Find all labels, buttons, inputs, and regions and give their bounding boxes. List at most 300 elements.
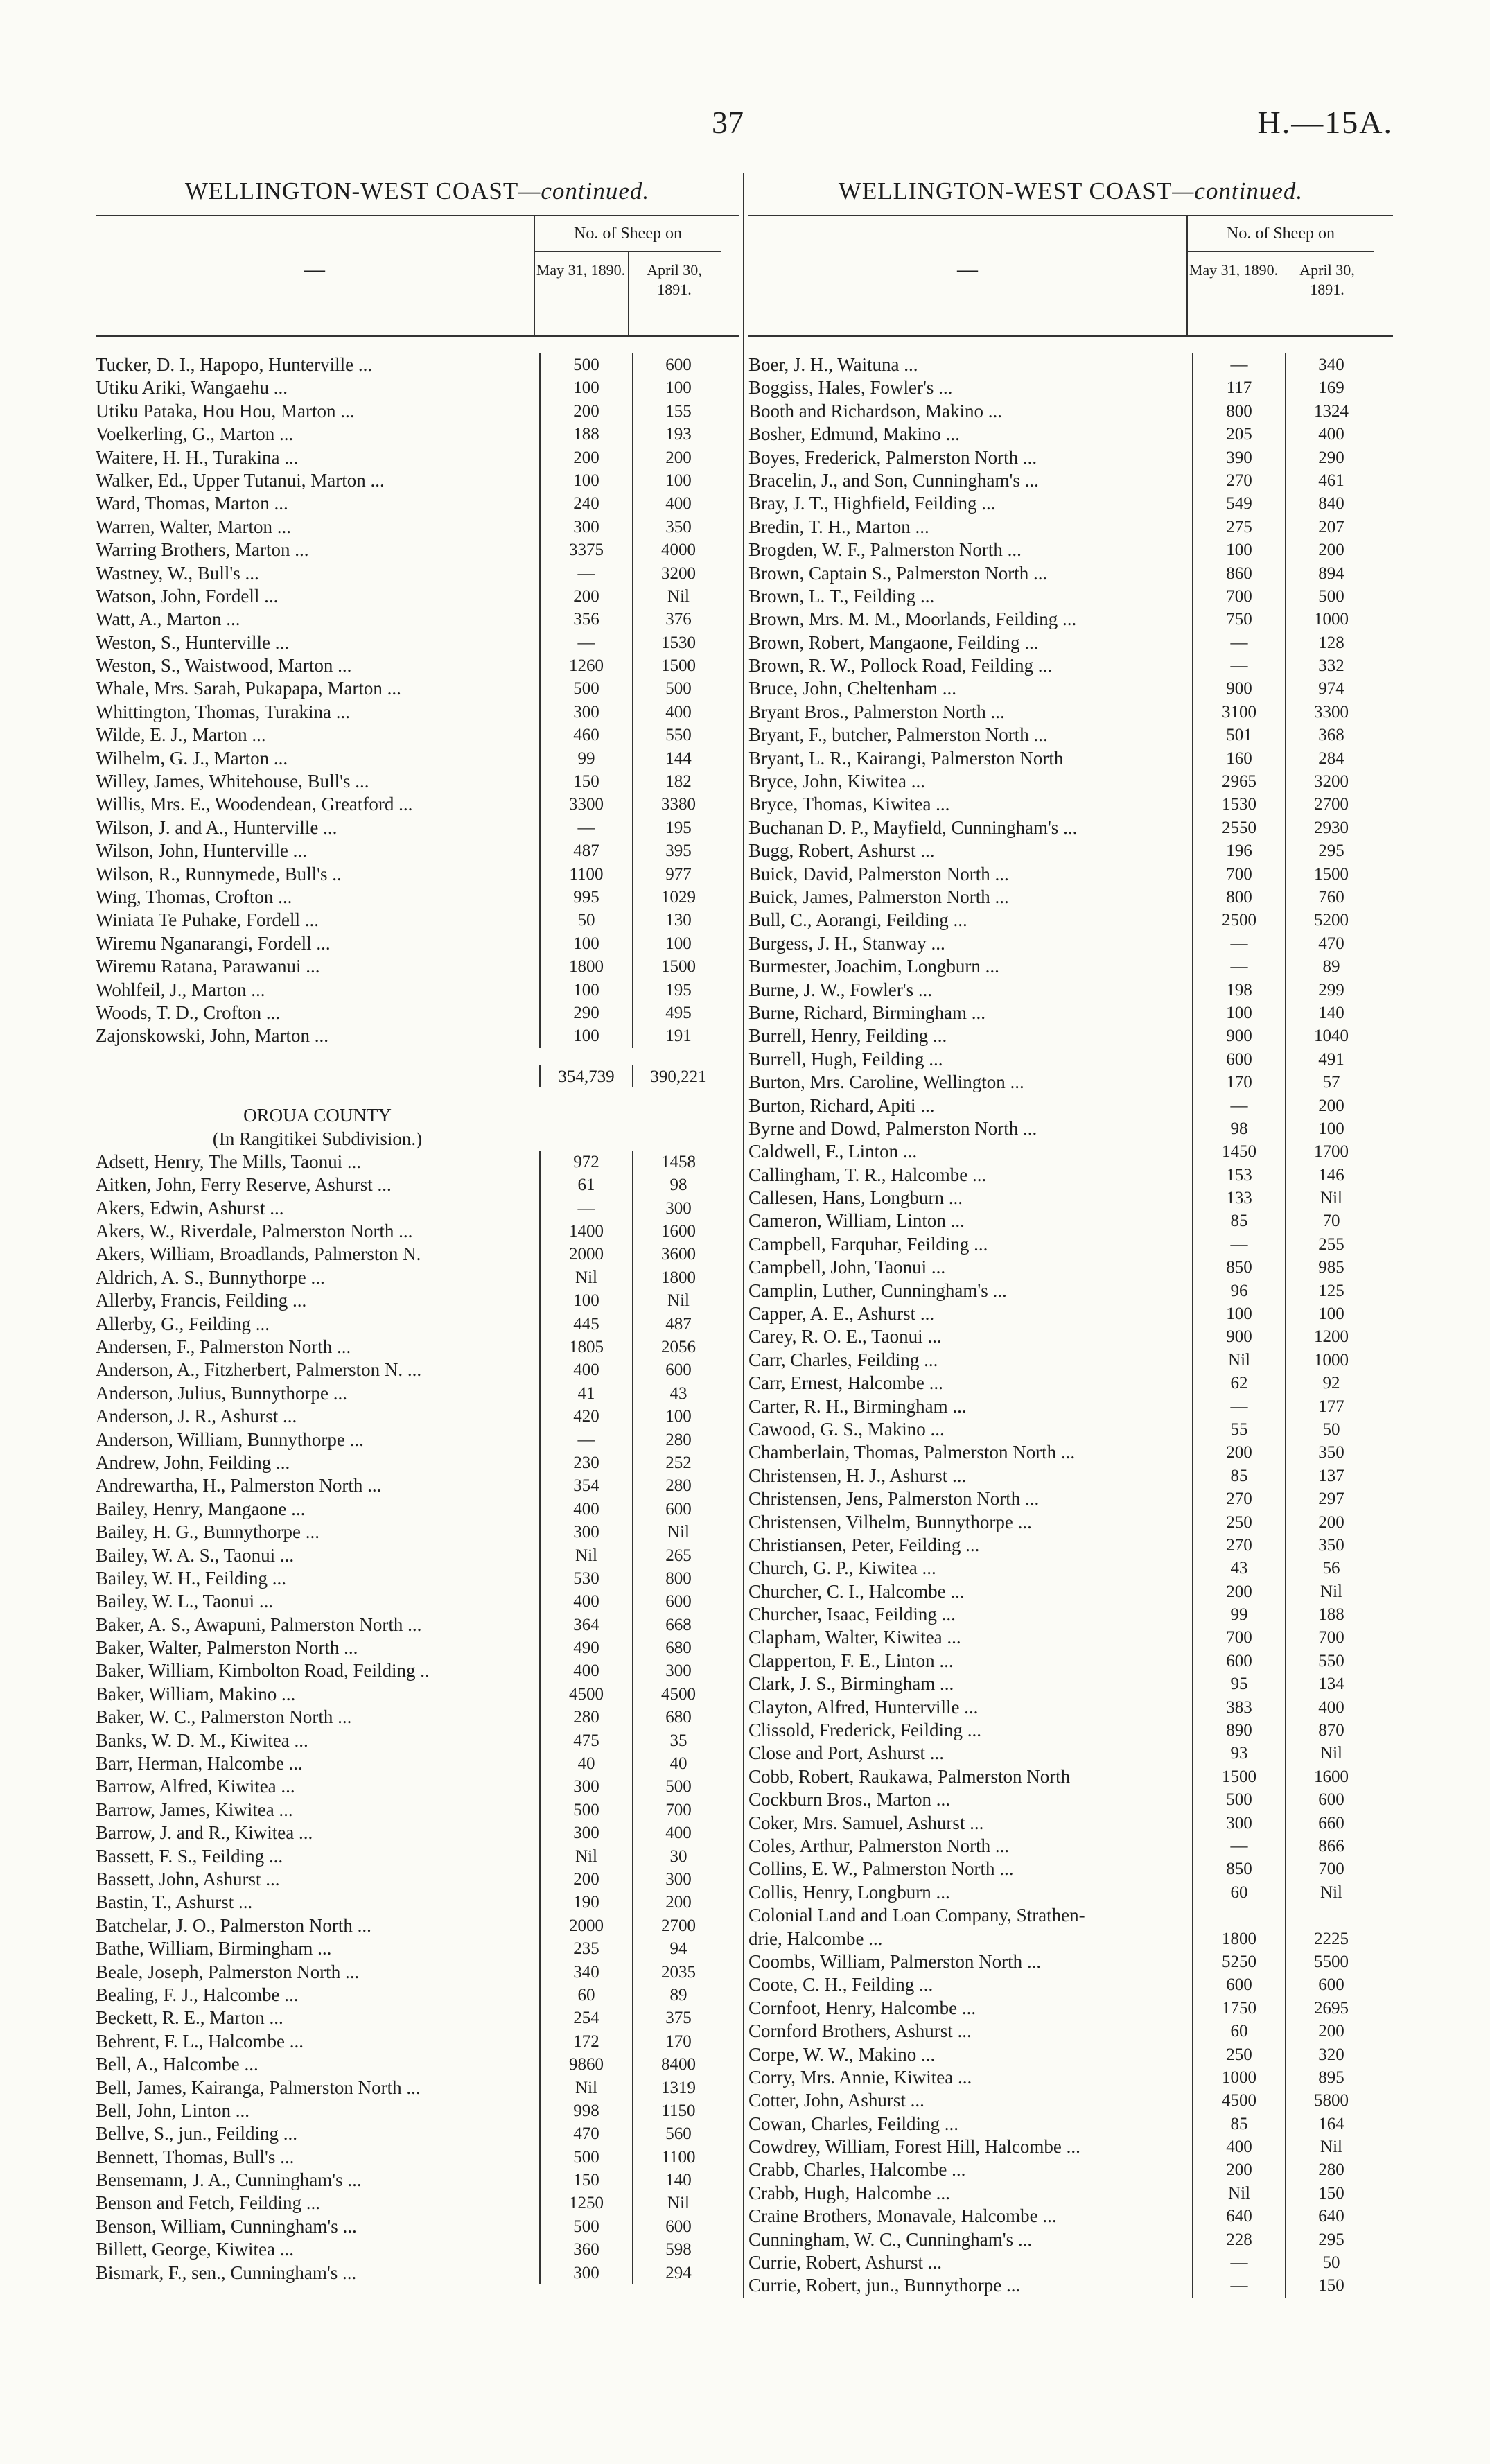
table-row [96, 446, 739, 469]
header-name-dash: — [304, 258, 325, 281]
sheep-count-1890: 188 [539, 423, 632, 446]
table-row [748, 1372, 1393, 1395]
sheep-count-1890: 100 [539, 1024, 632, 1047]
sheep-count-1890: 172 [539, 2030, 632, 2053]
sheep-count-1891: 495 [632, 1002, 724, 1024]
table-row [96, 2007, 739, 2029]
owner-name: Bastin, T., Ashurst ... [96, 1891, 253, 1913]
sheep-count-1890: 500 [539, 2215, 632, 2238]
sheep-count-1891: 4500 [632, 1683, 724, 1706]
table-row [748, 1557, 1393, 1580]
sheep-count-1891: Nil [1285, 1580, 1377, 1603]
sheep-count-1890: 230 [539, 1451, 632, 1474]
total-row [96, 1065, 739, 1087]
sheep-count-1891: 390,221 [632, 1065, 724, 1087]
sheep-count-1891: Nil [1285, 1187, 1377, 1209]
owner-name: Andrew, John, Feilding ... [96, 1451, 290, 1473]
sheep-count-1890: 198 [1192, 979, 1285, 1002]
sheep-count-1890: 200 [1192, 1580, 1285, 1603]
sheep-count-1890: 850 [1192, 1256, 1285, 1279]
table-row [96, 1729, 739, 1752]
owner-name: Cockburn Bros., Marton ... [748, 1789, 950, 1810]
sheep-count-1890: 470 [539, 2122, 632, 2145]
table-row [96, 1752, 739, 1775]
owner-name: Campbell, John, Taonui ... [748, 1257, 946, 1278]
owner-name: Baker, W. C., Palmerston North ... [96, 1706, 352, 1728]
sheep-count-1891: 1100 [632, 2146, 724, 2169]
owner-name: Cowdrey, William, Forest Hill, Halcombe ... [748, 2136, 1080, 2158]
table-row [748, 863, 1393, 886]
owner-name: Burton, Richard, Apiti ... [748, 1094, 935, 1116]
table-row [96, 2146, 739, 2169]
table-row [96, 1024, 739, 1047]
sheep-count-1890: 300 [539, 516, 632, 539]
table-row [748, 1928, 1393, 1950]
table-row [96, 1173, 739, 1196]
sheep-count-1891: 895 [1285, 2066, 1377, 2089]
table-row [96, 1197, 739, 1220]
sheep-count-1890: 530 [539, 1567, 632, 1590]
table-row [748, 376, 1393, 399]
table-row [748, 677, 1393, 700]
sheep-count-1891: 491 [1285, 1048, 1377, 1071]
sheep-count-1891: 1000 [1285, 1349, 1377, 1372]
table-row [96, 886, 739, 909]
sheep-count-1890: 501 [1192, 724, 1285, 746]
sheep-count-1891: 500 [632, 1775, 724, 1798]
sheep-count-1891: 182 [632, 770, 724, 793]
table-row [96, 539, 739, 561]
sheep-count-1891: 640 [1285, 2205, 1377, 2228]
sheep-count-1890: 85 [1192, 1465, 1285, 1487]
table-row [748, 1696, 1393, 1719]
owner-name: Burne, Richard, Birmingham ... [748, 1002, 985, 1023]
sheep-count-1890: 200 [1192, 2158, 1285, 2181]
owner-name: Bell, James, Kairanga, Palmerston North ... [96, 2077, 421, 2098]
owner-name: Burrell, Henry, Feilding ... [748, 1025, 947, 1047]
sheep-count-1891: 144 [632, 747, 724, 770]
sheep-count-1891: 128 [1285, 631, 1377, 654]
sheep-count-1890: — [1192, 631, 1285, 654]
table-row [748, 2135, 1393, 2158]
owner-name: Church, G. P., Kiwitea ... [748, 1557, 936, 1579]
sheep-count-1891: 600 [632, 2215, 724, 2238]
owner-name: Cunningham, W. C., Cunningham's ... [748, 2228, 1033, 2250]
sheep-count-1891: 265 [632, 1544, 724, 1567]
sheep-count-1891: 100 [632, 469, 724, 492]
owner-name: Utiku Ariki, Wangaehu ... [96, 377, 288, 399]
table-row [96, 1405, 739, 1428]
sheep-count-1891: 1000 [1285, 608, 1377, 631]
owner-name: Brown, R. W., Pollock Road, Feilding ... [748, 655, 1053, 676]
sheep-count-1890: 100 [539, 979, 632, 1002]
table-row [748, 1395, 1393, 1418]
sheep-count-1891: 200 [1285, 1511, 1377, 1534]
owner-name: Bismark, F., sen., Cunningham's ... [96, 2262, 357, 2283]
sheep-count-1891: 600 [632, 1498, 724, 1521]
sheep-count-1891: 100 [1285, 1117, 1377, 1140]
sheep-count-1891: 985 [1285, 1256, 1377, 1279]
table-row [96, 816, 739, 839]
sheep-count-1891: 700 [632, 1799, 724, 1821]
owner-name: Brown, Captain S., Palmerston North ... [748, 562, 1048, 584]
owner-name: Close and Port, Ashurst ... [748, 1742, 945, 1764]
sheep-count-1890: 850 [1192, 1858, 1285, 1880]
sheep-count-1891: 800 [632, 1567, 724, 1590]
owner-name: Wilson, J. and A., Hunterville ... [96, 816, 338, 838]
sheep-count-1891: 8400 [632, 2053, 724, 2076]
sheep-count-1891: 1600 [1285, 1765, 1377, 1788]
sheep-count-1891: 395 [632, 839, 724, 862]
owner-name: Benson and Fetch, Feilding ... [96, 2192, 320, 2214]
sheep-count-1890: 487 [539, 839, 632, 862]
owner-name: Akers, Edwin, Ashurst ... [96, 1197, 284, 1218]
owner-name: Weston, S., Hunterville ... [96, 631, 290, 653]
sheep-count-1891: 870 [1285, 1719, 1377, 1742]
table-row [96, 2053, 739, 2076]
owner-name: Watt, A., Marton ... [96, 609, 240, 630]
table-row [748, 562, 1393, 585]
sheep-count-1891: 40 [632, 1752, 724, 1775]
sheep-count-1890: 300 [539, 2262, 632, 2284]
owner-name: Boer, J. H., Waituna ... [748, 354, 918, 375]
owner-name: Camplin, Luther, Cunningham's ... [748, 1279, 1007, 1301]
sheep-count-1890: 2500 [1192, 909, 1285, 932]
table-row [96, 1266, 739, 1289]
header-col-1890: May 31, 1890. [536, 261, 626, 279]
sheep-count-1891: 600 [1285, 1973, 1377, 1996]
sheep-count-1891: 57 [1285, 1071, 1377, 1094]
table-row [96, 1614, 739, 1636]
sheep-count-1890: — [1192, 2274, 1285, 2297]
owner-name: Bailey, W. H., Feilding ... [96, 1567, 286, 1589]
owner-name: Bray, J. T., Highfield, Feilding ... [748, 493, 996, 514]
sheep-count-1890: 1250 [539, 2192, 632, 2214]
sheep-count-1890: — [539, 562, 632, 585]
sheep-count-1890: 99 [539, 747, 632, 770]
owner-name: Bugg, Robert, Ashurst ... [748, 840, 935, 862]
owner-name: Buchanan D. P., Mayfield, Cunningham's ... [748, 816, 1078, 838]
table-row [748, 1511, 1393, 1534]
table-row [96, 1845, 739, 1868]
sheep-count-1890: 98 [1192, 1117, 1285, 1140]
owner-name: Christensen, Jens, Palmerston North ... [748, 1488, 1040, 1510]
sheep-count-1890: 205 [1192, 423, 1285, 446]
sheep-count-1890: 200 [539, 585, 632, 608]
owner-name: Behrent, F. L., Halcombe ... [96, 2030, 304, 2052]
sheep-count-1890: 972 [539, 1151, 632, 1173]
sheep-count-1891: 50 [1285, 2251, 1377, 2274]
sheep-count-1890: 190 [539, 1891, 632, 1914]
table-row [748, 2228, 1393, 2251]
owner-name: Beale, Joseph, Palmerston North ... [96, 1961, 360, 1982]
sheep-count-1890: 400 [539, 1498, 632, 1521]
sheep-count-1891: 5800 [1285, 2089, 1377, 2112]
owner-name: Watson, John, Fordell ... [96, 585, 279, 606]
sheep-count-1891: Nil [632, 1521, 724, 1544]
sheep-count-1891: 255 [1285, 1233, 1377, 1256]
owner-name: Churcher, Isaac, Feilding ... [748, 1604, 956, 1625]
sheep-count-1891: 600 [632, 1358, 724, 1381]
sheep-count-1891: 50 [1285, 1418, 1377, 1441]
table-row [748, 747, 1393, 770]
section-heading-text: OROUA COUNTY [243, 1105, 392, 1126]
sheep-count-1890: 500 [539, 1799, 632, 1821]
table-row [96, 1799, 739, 1821]
sheep-count-1890: 1450 [1192, 1140, 1285, 1163]
owner-name: Aitken, John, Ferry Reserve, Ashurst ... [96, 1174, 392, 1196]
sheep-count-1890: — [1192, 353, 1285, 376]
table-row [96, 770, 739, 793]
header-name-dash: — [957, 258, 978, 281]
owner-name: Anderson, Julius, Bunnythorpe ... [96, 1382, 347, 1404]
sheep-count-1891: 2225 [1285, 1928, 1377, 1950]
sheep-count-1891: 350 [1285, 1441, 1377, 1464]
sheep-count-1890: 100 [539, 932, 632, 955]
table-row [96, 793, 739, 816]
owner-name: Bracelin, J., and Son, Cunningham's ... [748, 469, 1039, 491]
sheep-count-1890: 1500 [1192, 1765, 1285, 1788]
sheep-count-1891: 140 [632, 2169, 724, 2192]
sheep-count-1890: 95 [1192, 1672, 1285, 1695]
sheep-count-1891: 350 [632, 516, 724, 539]
sheep-count-1891: 1324 [1285, 400, 1377, 423]
column-title-text: WELLINGTON-WEST COAST [838, 177, 1173, 204]
sheep-count-1890: 354,739 [539, 1065, 632, 1087]
owner-name: Coote, C. H., Feilding ... [748, 1974, 934, 1995]
owner-name: Brogden, W. F., Palmerston North ... [748, 539, 1022, 561]
table-row [96, 1474, 739, 1497]
owner-name: Chamberlain, Thomas, Palmerston North ... [748, 1442, 1076, 1463]
sheep-count-1891: 400 [632, 1821, 724, 1844]
owner-name: Andrewartha, H., Palmerston North ... [96, 1475, 382, 1496]
sheep-count-1890: 150 [539, 770, 632, 793]
sheep-count-1891: 295 [1285, 839, 1377, 862]
sheep-count-1891 [1285, 1904, 1377, 1927]
table-row [748, 1835, 1393, 1858]
sheep-count-1890: 99 [1192, 1603, 1285, 1626]
table-row [96, 1683, 739, 1706]
owner-name: Beckett, R. E., Marton ... [96, 2007, 283, 2029]
table-row [96, 353, 739, 376]
owner-name: Coombs, William, Palmerston North ... [748, 1950, 1042, 1972]
owner-name: Burgess, J. H., Stanway ... [748, 932, 945, 954]
sheep-count-1890: 549 [1192, 492, 1285, 515]
sheep-count-1891: 2695 [1285, 1997, 1377, 2020]
table-row [748, 492, 1393, 515]
table-row [96, 2030, 739, 2053]
table-row [748, 1279, 1393, 1302]
sheep-count-1890: 500 [1192, 1788, 1285, 1811]
table-row [96, 1891, 739, 1914]
sheep-count-1891: 368 [1285, 724, 1377, 746]
sheep-count-1890: 340 [539, 1961, 632, 1984]
sheep-count-1891: 1150 [632, 2099, 724, 2122]
column-title-suffix: —continued. [1172, 177, 1304, 204]
sheep-count-1890: 60 [1192, 1881, 1285, 1904]
table-row [748, 516, 1393, 539]
table-row [96, 631, 739, 654]
sheep-count-1891: 98 [632, 1173, 724, 1196]
owner-name: Bassett, John, Ashurst ... [96, 1869, 280, 1889]
sheep-count-1891: 700 [1285, 1626, 1377, 1649]
sheep-count-1890: 200 [539, 1868, 632, 1891]
sheep-count-1891: 89 [632, 1984, 724, 2007]
owner-name: Baker, William, Makino ... [96, 1683, 296, 1704]
table-row [96, 1821, 739, 1844]
table-row [748, 1302, 1393, 1325]
sheep-count-1890: 93 [1192, 1742, 1285, 1765]
owner-name: Cobb, Robert, Raukawa, Palmerston North [748, 1765, 1071, 1787]
owner-name: Burrell, Hugh, Feilding ... [748, 1048, 943, 1069]
sheep-count-1890: 5250 [1192, 1950, 1285, 1973]
sheep-count-1891: 30 [632, 1845, 724, 1868]
spacer-row [96, 1087, 739, 1104]
owner-name: Adsett, Henry, The Mills, Taonui ... [96, 1151, 362, 1172]
owner-name: Bryant Bros., Palmerston North ... [748, 701, 1005, 722]
sheep-count-1891: 400 [1285, 1696, 1377, 1719]
sheep-count-1890: 100 [1192, 1002, 1285, 1024]
sheep-count-1890: 41 [539, 1382, 632, 1405]
sheep-count-1890: 240 [539, 492, 632, 515]
sheep-count-1891: 200 [1285, 1094, 1377, 1117]
sheep-count-1890: 400 [539, 1358, 632, 1381]
sheep-count-1890: 100 [539, 469, 632, 492]
sheep-count-1891: Nil [632, 585, 724, 608]
sheep-count-1891: 134 [1285, 1672, 1377, 1695]
table-row [96, 2215, 739, 2238]
sheep-count-1890: 228 [1192, 2228, 1285, 2251]
sheep-count-1891: 146 [1285, 1164, 1377, 1187]
sheep-count-1890: 300 [539, 1821, 632, 1844]
owner-name: Winiata Te Puhake, Fordell ... [96, 909, 319, 931]
table-row [96, 492, 739, 515]
sheep-count-1891: 350 [1285, 1534, 1377, 1557]
table-row [748, 446, 1393, 469]
owner-name: Clapham, Walter, Kiwitea ... [748, 1627, 961, 1648]
owner-name: Booth and Richardson, Makino ... [748, 400, 1002, 421]
sheep-count-1890: — [1192, 1233, 1285, 1256]
table-row [748, 1256, 1393, 1279]
spacer-row [96, 1048, 739, 1065]
table-row [748, 1997, 1393, 2020]
owner-name: Cornford Brothers, Ashurst ... [748, 2020, 972, 2042]
sheep-count-1890: 55 [1192, 1418, 1285, 1441]
owner-name: Cowan, Charles, Feilding ... [748, 2113, 958, 2134]
sheep-count-1891: 195 [632, 979, 724, 1002]
owner-name: Bosher, Edmund, Makino ... [748, 423, 960, 445]
owner-name: Crabb, Hugh, Halcombe ... [748, 2182, 950, 2203]
sheep-count-1891: 200 [632, 446, 724, 469]
owner-name: Carter, R. H., Birmingham ... [748, 1395, 967, 1417]
sheep-count-1891: 560 [632, 2122, 724, 2145]
table-row [748, 1349, 1393, 1372]
sheep-count-1891: 866 [1285, 1835, 1377, 1858]
sheep-count-1890: 1530 [1192, 793, 1285, 816]
sheep-count-1890: 640 [1192, 2205, 1285, 2228]
sheep-count-1891: 598 [632, 2238, 724, 2261]
sheep-count-1891: 155 [632, 400, 724, 423]
owner-name: Currie, Robert, Ashurst ... [748, 2252, 942, 2273]
table-row [748, 1024, 1393, 1047]
table-row [748, 1187, 1393, 1209]
sheep-count-1890: 400 [539, 1659, 632, 1682]
table-row [96, 2238, 739, 2261]
owner-name: drie, Halcombe ... [748, 1928, 883, 1949]
table-row [748, 1973, 1393, 1996]
sheep-count-1891: 5500 [1285, 1950, 1377, 1973]
table-row [96, 608, 739, 631]
owner-name: Batchelar, J. O., Palmerston North ... [96, 1914, 371, 1936]
table-row [748, 701, 1393, 724]
sheep-count-1890: 60 [539, 1984, 632, 2007]
table-row [96, 1868, 739, 1891]
owner-name: Callingham, T. R., Halcombe ... [748, 1164, 987, 1185]
sheep-count-1891: 2930 [1285, 816, 1377, 839]
sheep-count-1890: 354 [539, 1474, 632, 1497]
owner-name: Baker, Walter, Palmerston North ... [96, 1637, 358, 1659]
owner-name: Allerby, Francis, Feilding ... [96, 1290, 307, 1311]
sheep-count-1891: 470 [1285, 932, 1377, 955]
owner-name: Boggiss, Hales, Fowler's ... [748, 377, 953, 399]
sheep-count-1890: 85 [1192, 1209, 1285, 1232]
table-row [748, 1672, 1393, 1695]
table-body [748, 353, 1393, 2298]
owner-name: Allerby, G., Feilding ... [96, 1313, 270, 1334]
sheep-count-1890: — [1192, 2251, 1285, 2274]
owner-name: Caldwell, F., Linton ... [748, 1141, 918, 1162]
owner-name: Tucker, D. I., Hapopo, Hunterville ... [96, 354, 373, 375]
sheep-count-1890: 300 [539, 1521, 632, 1544]
sheep-count-1891: 668 [632, 1614, 724, 1636]
sheep-count-1891: 500 [632, 677, 724, 700]
owner-name: Wilhelm, G. J., Marton ... [96, 747, 288, 769]
sheep-count-1890: 254 [539, 2007, 632, 2029]
sheep-count-1891: 487 [632, 1313, 724, 1336]
sheep-count-1891: Nil [632, 1289, 724, 1312]
sheep-count-1890: 4500 [1192, 2089, 1285, 2112]
sheep-count-1891: 300 [632, 1868, 724, 1891]
table-row [96, 1498, 739, 1521]
sheep-count-1891: 125 [1285, 1279, 1377, 1302]
owner-name: Brown, L. T., Feilding ... [748, 585, 935, 606]
sheep-count-1891: 140 [1285, 1002, 1377, 1024]
sheep-count-1891: 2700 [1285, 793, 1377, 816]
sheep-count-1890: 445 [539, 1313, 632, 1336]
sheep-count-1891: 977 [632, 863, 724, 886]
sheep-count-1890: 800 [1192, 400, 1285, 423]
sheep-count-1890: 170 [1192, 1071, 1285, 1094]
table-row [96, 1521, 739, 1544]
table-row [96, 562, 739, 585]
table-row [96, 1961, 739, 1984]
sheep-count-1891: 680 [632, 1636, 724, 1659]
table-row [748, 2182, 1393, 2205]
sheep-count-1891: 375 [632, 2007, 724, 2029]
table-row [748, 909, 1393, 932]
sheep-count-1891: 400 [1285, 423, 1377, 446]
owner-name: Clapperton, F. E., Linton ... [748, 1650, 954, 1671]
owner-name: Churcher, C. I., Halcombe ... [748, 1580, 965, 1602]
table-row [96, 1984, 739, 2007]
sheep-count-1890: 356 [539, 608, 632, 631]
sheep-count-1891: 284 [1285, 747, 1377, 770]
sheep-count-1891: 400 [632, 492, 724, 515]
owner-name: Willey, James, Whitehouse, Bull's ... [96, 771, 369, 792]
sheep-count-1890: 400 [1192, 2135, 1285, 2158]
sheep-count-1890: Nil [1192, 1349, 1285, 1372]
sheep-count-1891: 660 [1285, 1812, 1377, 1835]
